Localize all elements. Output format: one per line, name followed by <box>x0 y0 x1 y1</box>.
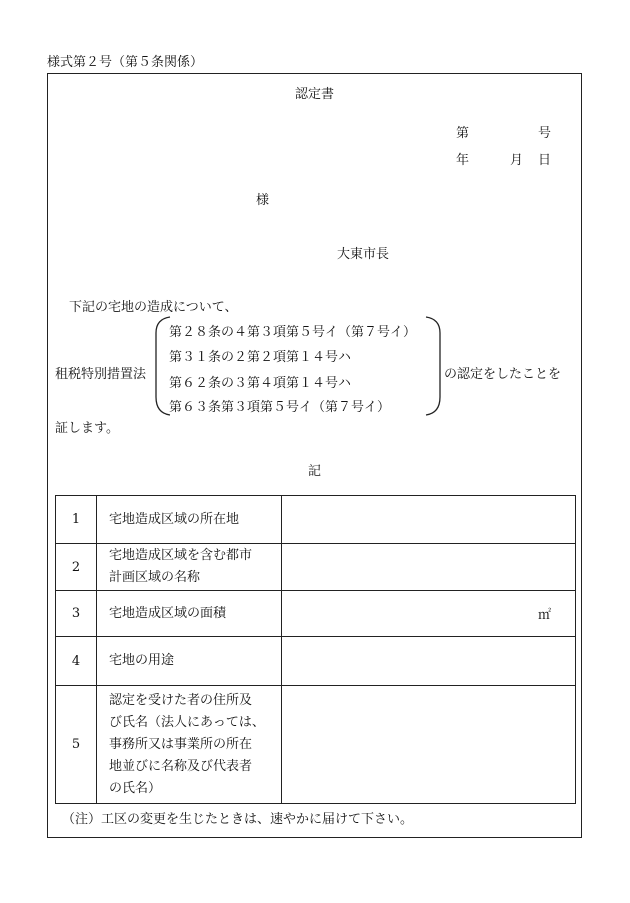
intro-text: 下記の宅地の造成について、 <box>69 300 238 315</box>
row-value-cell[interactable] <box>282 637 576 686</box>
left-bracket <box>156 317 170 415</box>
provision-item: 第６２条の３第４項第１４号ハ <box>169 376 352 391</box>
table-row <box>56 496 576 544</box>
row-label: 宅地造成区域の面積 <box>97 591 282 637</box>
form-number-label: 様式第２号（第５条関係） <box>47 55 204 70</box>
closing-text: 証します。 <box>55 421 119 436</box>
row-value-cell[interactable] <box>282 544 576 591</box>
row-label: 宅地造成区域を含む都市 計画区域の名称 <box>97 544 282 591</box>
area-unit: ㎡ <box>537 608 551 623</box>
date-month: 月 <box>510 153 524 168</box>
table-row <box>56 686 576 804</box>
addressee-suffix: 様 <box>256 193 270 208</box>
table-row <box>56 544 576 591</box>
ki-heading: 記 <box>307 464 321 479</box>
row-value-cell[interactable] <box>282 496 576 544</box>
row-label: 宅地造成区域の所在地 <box>97 496 282 544</box>
row-number: 2 <box>56 544 97 591</box>
number-suffix: 号 <box>538 126 552 141</box>
after-bracket-text: の認定をしたことを <box>444 367 562 382</box>
provision-item: 第６３条第３項第５号イ（第７号イ） <box>169 400 391 415</box>
row-number: 3 <box>56 591 97 637</box>
row-number: 4 <box>56 637 97 686</box>
provision-item: 第２８条の４第３項第５号イ（第７号イ） <box>169 325 417 340</box>
date-year: 年 <box>456 153 470 168</box>
table-row <box>56 591 576 637</box>
number-prefix: 第 <box>456 126 470 141</box>
footnote: （注）工区の変更を生じたときは、速やかに届けて下さい。 <box>62 812 414 827</box>
row-number: 1 <box>56 496 97 544</box>
row-label: 認定を受けた者の住所及 び氏名（法人にあっては、 事務所又は事業所の所在 地並びに名称及び代表者 の氏名） <box>97 686 282 804</box>
row-number: 5 <box>56 686 97 804</box>
document-title: 認定書 <box>294 87 334 102</box>
law-name: 租税特別措置法 <box>55 367 147 382</box>
certificate-frame <box>47 73 582 838</box>
right-bracket <box>426 317 440 415</box>
issuer-name: 大東市長 <box>337 247 390 262</box>
date-day: 日 <box>538 153 552 168</box>
row-value-cell[interactable] <box>282 686 576 804</box>
table-row <box>56 637 576 686</box>
row-value-cell[interactable] <box>282 591 576 637</box>
row-label: 宅地の用途 <box>97 637 282 686</box>
details-table <box>55 495 576 804</box>
provision-item: 第３１条の２第２項第１４号ハ <box>169 350 352 365</box>
